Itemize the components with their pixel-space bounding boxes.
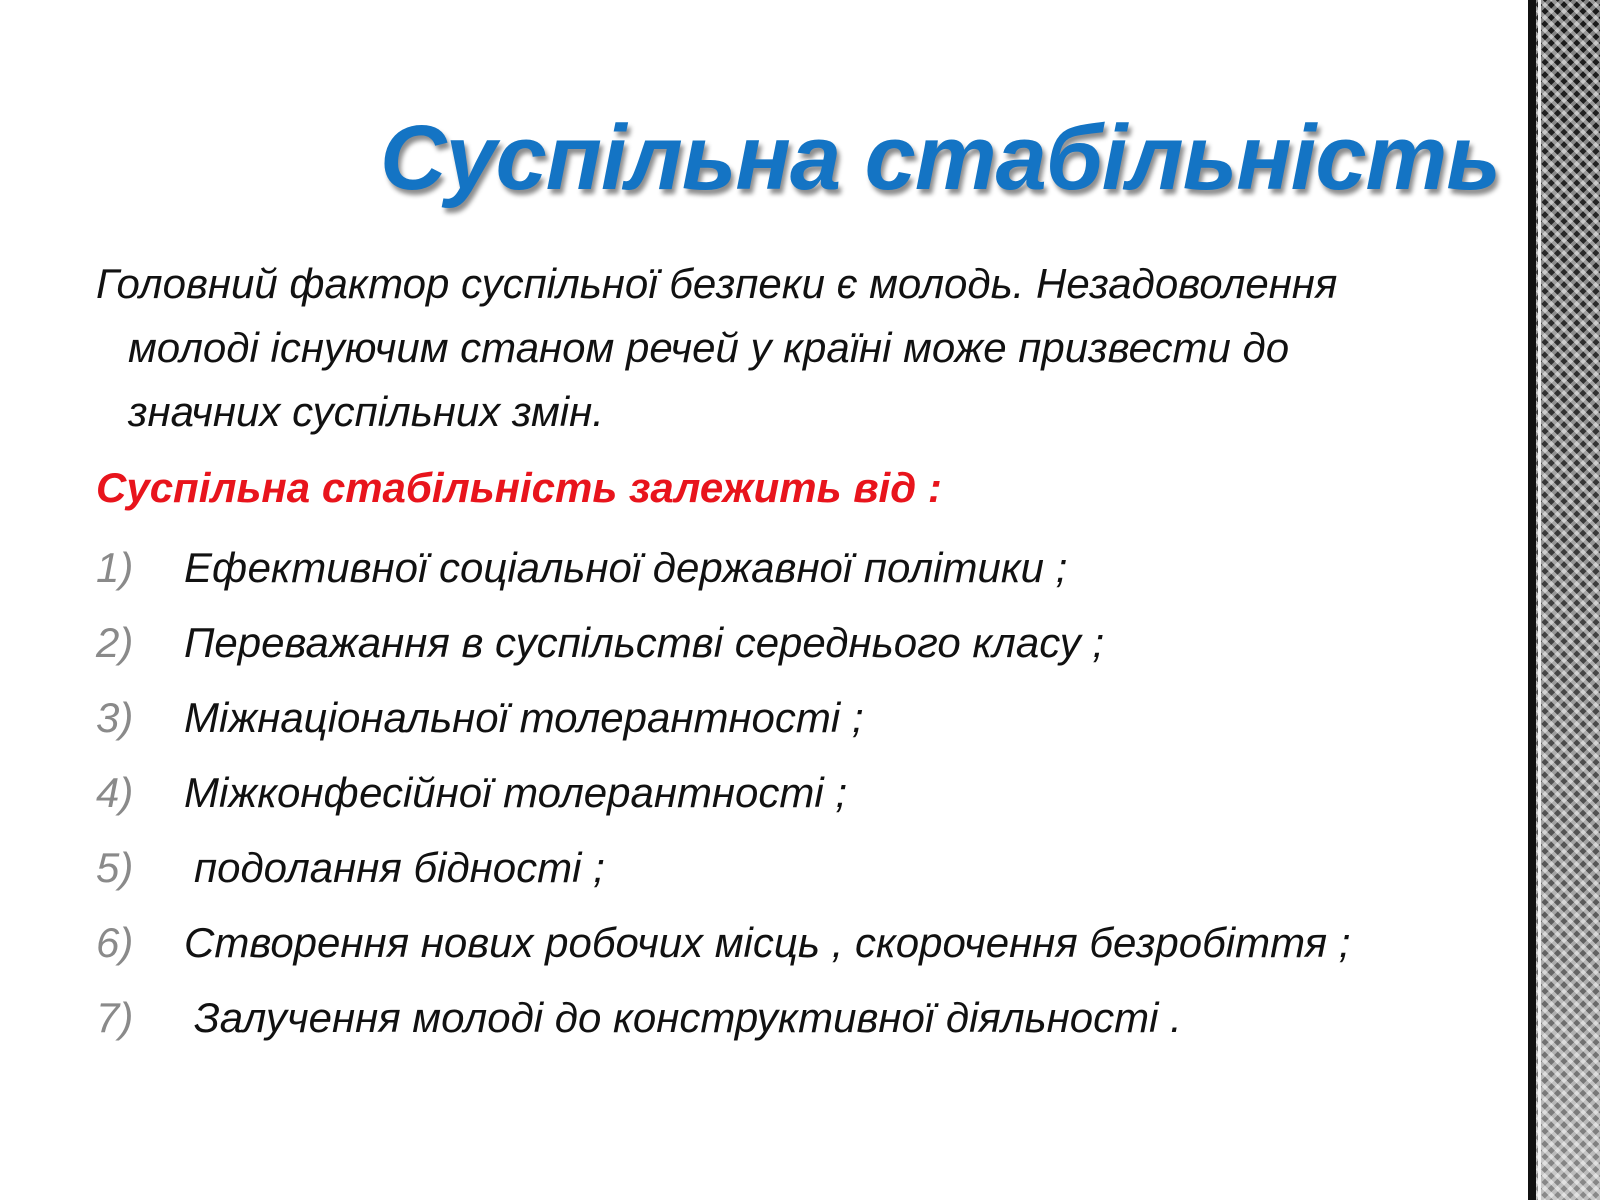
decorative-side-strip bbox=[1528, 0, 1600, 1200]
subheading: Суспільна стабільність залежить від : bbox=[96, 464, 942, 511]
list-item-text: подолання бідності ; bbox=[194, 844, 605, 891]
list-item-text: Ефективної соціальної державної політики ; bbox=[184, 544, 1068, 591]
intro-paragraph: Головний фактор суспільної безпеки є молодь. Незадоволення молоді існуючим станом речей у країні може призвести до значних суспільних змін. bbox=[96, 260, 1338, 435]
list-item-number: 1) bbox=[96, 544, 134, 591]
list-item bbox=[96, 612, 1436, 674]
factor-list bbox=[96, 537, 1436, 1049]
list-item-number: 2) bbox=[96, 619, 134, 666]
list-item bbox=[96, 687, 1436, 749]
slide-content bbox=[96, 252, 1436, 1049]
list-item bbox=[96, 837, 1436, 899]
slide-title: Суспільна стабільність bbox=[380, 107, 1500, 209]
list-item-number: 5) bbox=[96, 844, 134, 891]
list-item-number: 3) bbox=[96, 694, 134, 741]
list-item-text: Переважання в суспільстві середнього класу ; bbox=[184, 619, 1105, 666]
list-item bbox=[96, 987, 1436, 1049]
list-item-number: 6) bbox=[96, 919, 134, 966]
list-item bbox=[96, 762, 1436, 824]
list-item-text: Міжнаціональної толерантності ; bbox=[184, 694, 864, 741]
list-item-text: Залучення молоді до конструктивної діяльності . bbox=[194, 994, 1182, 1041]
list-item-number: 4) bbox=[96, 769, 134, 816]
list-item bbox=[96, 912, 1436, 974]
list-item-text: Створення нових робочих місць , скорочення безробіття ; bbox=[184, 919, 1351, 966]
list-item-number: 7) bbox=[96, 994, 134, 1041]
list-item-text: Міжконфесійної толерантності ; bbox=[184, 769, 848, 816]
list-item bbox=[96, 537, 1436, 599]
